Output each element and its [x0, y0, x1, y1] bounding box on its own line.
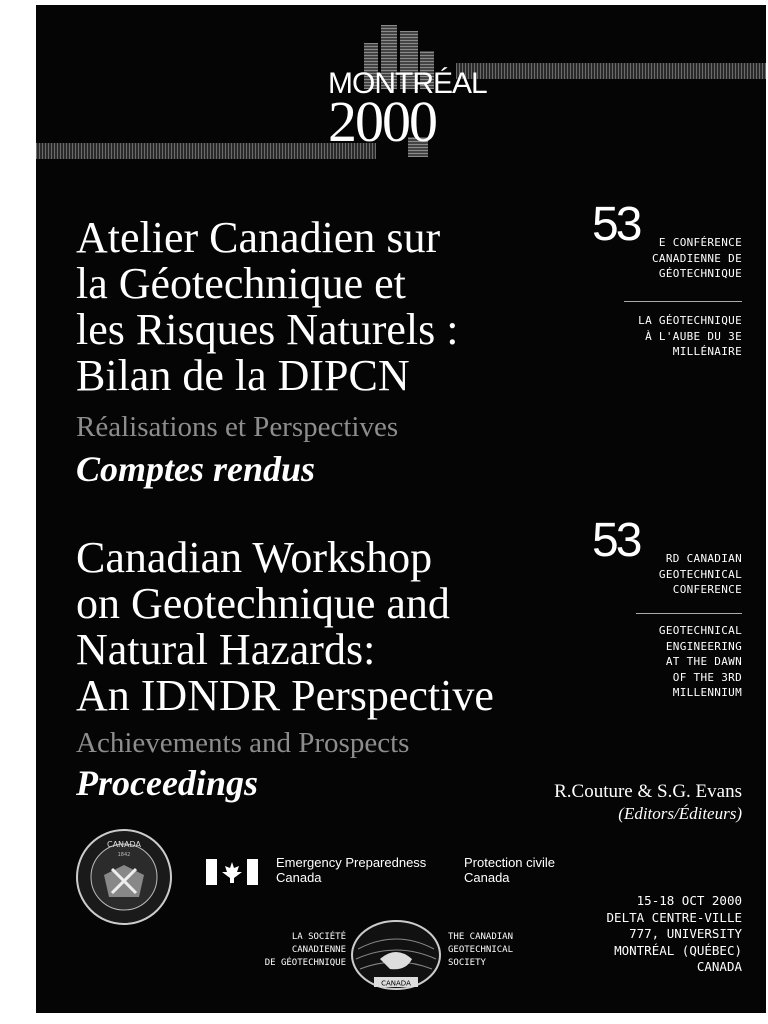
- editors-names: R.Couture & S.G. Evans: [554, 781, 742, 802]
- protection-civile-fr: [464, 855, 555, 885]
- event-country: CANADA: [696, 959, 742, 974]
- english-subtitle: Achievements and Prospects: [76, 727, 410, 759]
- society-name-en: [448, 931, 513, 970]
- event-venue: DELTA CENTRE-VILLE: [606, 909, 742, 925]
- conference-number: 53: [592, 198, 640, 251]
- editors-block: [554, 781, 742, 825]
- canada-flag-icon: [206, 859, 258, 890]
- society-line: GEOTECHNICAL: [448, 945, 514, 955]
- event-details: [552, 893, 742, 976]
- french-subtitle: Réalisations et Perspectives: [76, 411, 399, 443]
- editors-role: (Editors/Éditeurs): [618, 804, 742, 823]
- emergency-line: Canada: [276, 870, 322, 885]
- french-label: Comptes rendus: [76, 449, 316, 489]
- divider: [624, 301, 742, 302]
- french-title-block: [76, 215, 459, 490]
- theme-line: MILLENNIUM: [672, 686, 742, 699]
- conference-french-text: [572, 235, 742, 282]
- conference-line: GÉOTECHNIQUE: [658, 267, 742, 280]
- conference-english-theme: [572, 623, 742, 701]
- society-line: THE CANADIAN: [448, 932, 514, 942]
- french-title-line: Bilan de la DIPCN: [76, 351, 410, 400]
- english-title-line: Natural Hazards:: [76, 625, 376, 674]
- society-line: LA SOCIÉTÉ: [291, 932, 346, 942]
- emergency-line: Canada: [464, 870, 510, 885]
- emergency-line: Protection civile: [464, 855, 556, 870]
- english-title-block: [76, 535, 494, 804]
- conference-french-theme: [572, 313, 742, 360]
- theme-line: ENGINEERING: [665, 639, 742, 653]
- society-line: SOCIETY: [448, 958, 486, 968]
- theme-line: LA GÉOTECHNIQUE: [638, 314, 742, 327]
- divider: [636, 613, 742, 614]
- theme-line: OF THE 3RD: [672, 670, 742, 684]
- conference-line: GEOTECHNICAL: [658, 567, 742, 581]
- english-title-line: Canadian Workshop: [76, 533, 433, 582]
- event-date: 15-18 OCT 2000: [636, 893, 742, 908]
- theme-line: À L'AUBE DU 3E: [645, 329, 742, 343]
- seal-top-text: CANADA: [106, 840, 142, 849]
- emergency-line: Emergency Preparedness: [276, 855, 427, 870]
- event-address: 777, UNIVERSITY: [629, 926, 742, 941]
- french-title-line: la Géotechnique et: [76, 259, 406, 308]
- geotechnical-society-seal: [350, 919, 442, 996]
- english-title-line: on Geotechnique and: [76, 579, 450, 628]
- conference-line: RD CANADIAN: [665, 552, 742, 565]
- cover-page: [36, 5, 766, 1013]
- society-name-fr: [232, 931, 346, 970]
- logo-year: 2000: [328, 89, 436, 154]
- emergency-preparedness-en: [276, 855, 426, 885]
- theme-line: GEOTECHNICAL: [658, 624, 742, 637]
- french-title-line: Atelier Canadien sur: [76, 213, 441, 262]
- society-line: CANADIENNE: [291, 945, 346, 955]
- geological-survey-seal: [74, 827, 174, 932]
- english-title-line: An IDNDR Perspective: [76, 671, 494, 720]
- seal-year-text: 1842: [117, 852, 131, 858]
- french-title-line: les Risques Naturels :: [76, 305, 459, 354]
- conference-line: CANADIENNE DE: [652, 251, 742, 265]
- logo-right-band: [456, 63, 766, 79]
- theme-line: AT THE DAWN: [665, 655, 742, 668]
- event-city: MONTRÉAL (QUÉBEC): [614, 942, 742, 958]
- logo-left-band: [36, 143, 376, 159]
- english-label: Proceedings: [76, 763, 258, 803]
- society-line: DE GÉOTECHNIQUE: [264, 958, 346, 968]
- theme-line: MILLÉNAIRE: [672, 345, 742, 358]
- conference-line: CONFERENCE: [672, 583, 742, 596]
- conference-line: E CONFÉRENCE: [658, 236, 742, 249]
- conference-number: 53: [592, 514, 640, 567]
- logo-city: MONTRÉAL: [328, 67, 487, 100]
- seal-banner-text: CANADA: [381, 979, 411, 988]
- conference-english-text: [572, 551, 742, 598]
